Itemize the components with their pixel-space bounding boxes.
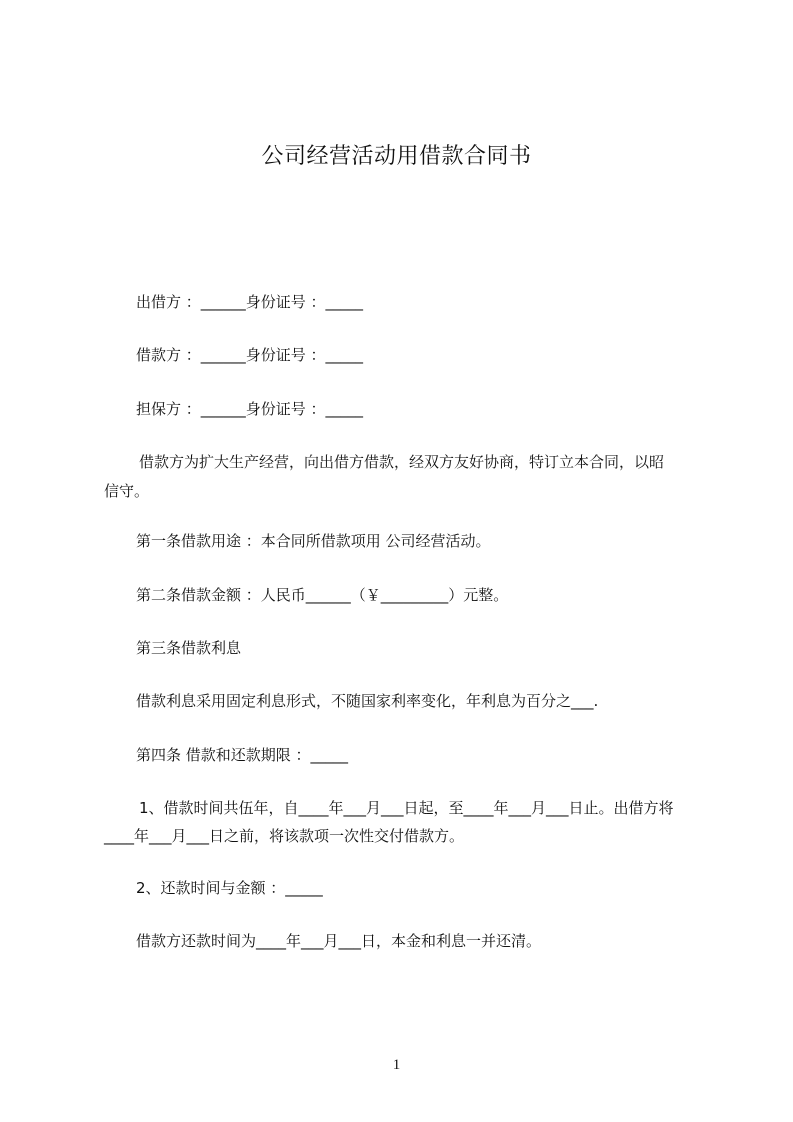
article-3-body: 借款利息采用固定利息形式，不随国家利率变化，年利息为百分之___. [136,692,599,710]
lender-line: 出借方 ：______身份证号 ：_____ [136,293,364,311]
article-1: 第一条借款用途 ：本合同所借款项用 公司经营活动。 [136,532,491,550]
guarantor-line: 担保方 ：______身份证号 ：_____ [136,400,364,418]
article-4-title: 第四条 借款和还款期限 ：_____ [136,746,349,764]
preamble-line-2: 信守。 [104,482,150,500]
preamble-line-1: 借款方为扩大生产经营，向出借方借款，经双方友好协商，特订立本合同，以昭 [139,453,665,471]
borrower-line: 借款方 ：______身份证号 ：_____ [136,346,364,364]
clause-1-line-2: ____年___月___日之前，将该款项一次性交付借款方。 [104,827,465,845]
document-title: 公司经营活动用借款合同书 [261,144,532,169]
clause-2-title: 2、还款时间与金额 ：_____ [136,879,323,897]
clause-2-body: 借款方还款时间为____年___月___日，本金和利息一并还清。 [136,932,542,950]
article-2: 第二条借款金额 ：人民币______（￥_________）元整。 [136,586,509,604]
article-3-title: 第三条借款利息 [136,639,242,657]
page-number: 1 [392,1057,401,1073]
clause-1-line-1: 1、借款时间共伍年，自____年___月___日起，至____年___月___日止。出借方将 [139,799,674,817]
